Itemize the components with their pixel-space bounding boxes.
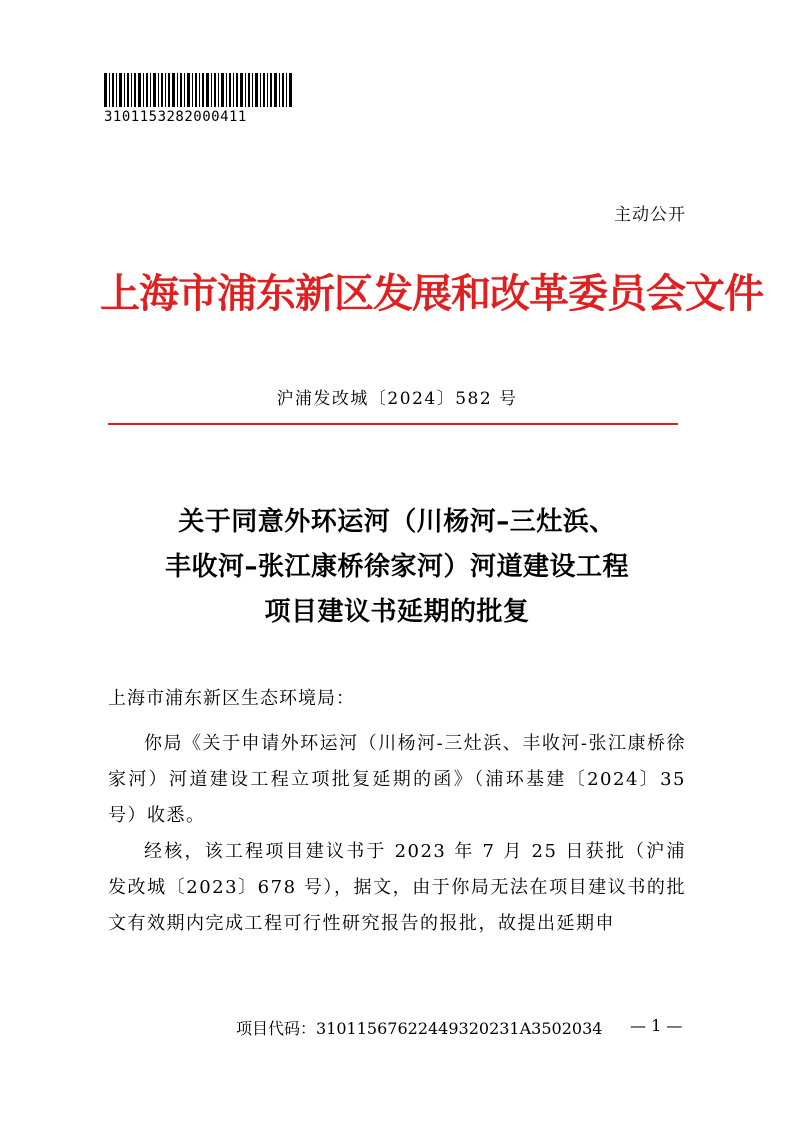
title-line: 项目建议书延期的批复 bbox=[264, 597, 530, 627]
barcode-image bbox=[104, 73, 294, 107]
barcode-block bbox=[104, 73, 304, 125]
barcode-number: 3101153282000411 bbox=[104, 109, 247, 125]
project-code-label: 项目代码： bbox=[236, 1019, 317, 1038]
title-line: 丰收河–张江康桥徐家河）河道建设工程 bbox=[164, 552, 629, 582]
document-number: 沪浦发改城〔2024〕582 号 bbox=[276, 389, 518, 409]
disclosure-label: 主动公开 bbox=[614, 205, 686, 225]
title-line: 关于同意外环运河（川杨河–三灶浜、 bbox=[178, 507, 616, 537]
red-divider bbox=[108, 423, 678, 425]
body-paragraph: 你局《关于申请外环运河（川杨河-三灶浜、丰收河-张江康桥徐家河）河道建设工程立项批复延期的函》（浦环基建〔2024〕35 号）收悉。 bbox=[108, 733, 686, 826]
issuer-header: 上海市浦东新区发展和改革委员会文件 bbox=[100, 270, 763, 317]
project-code-value: 31011567622449320231A3502034 bbox=[316, 1019, 603, 1038]
page-number: — 1 — bbox=[630, 1016, 683, 1035]
body-paragraph: 经核，该工程项目建议书于 2023 年 7 月 25 日获批（沪浦发改城〔2023〕678 号），据文，由于你局无法在项目建议书的批文有效期内完成工程可行性研究报告的报批，故提出延期申 bbox=[108, 841, 686, 934]
project-code bbox=[236, 1016, 602, 1039]
recipient: 上海市浦东新区生态环境局： bbox=[108, 688, 355, 709]
document-title bbox=[100, 500, 694, 635]
